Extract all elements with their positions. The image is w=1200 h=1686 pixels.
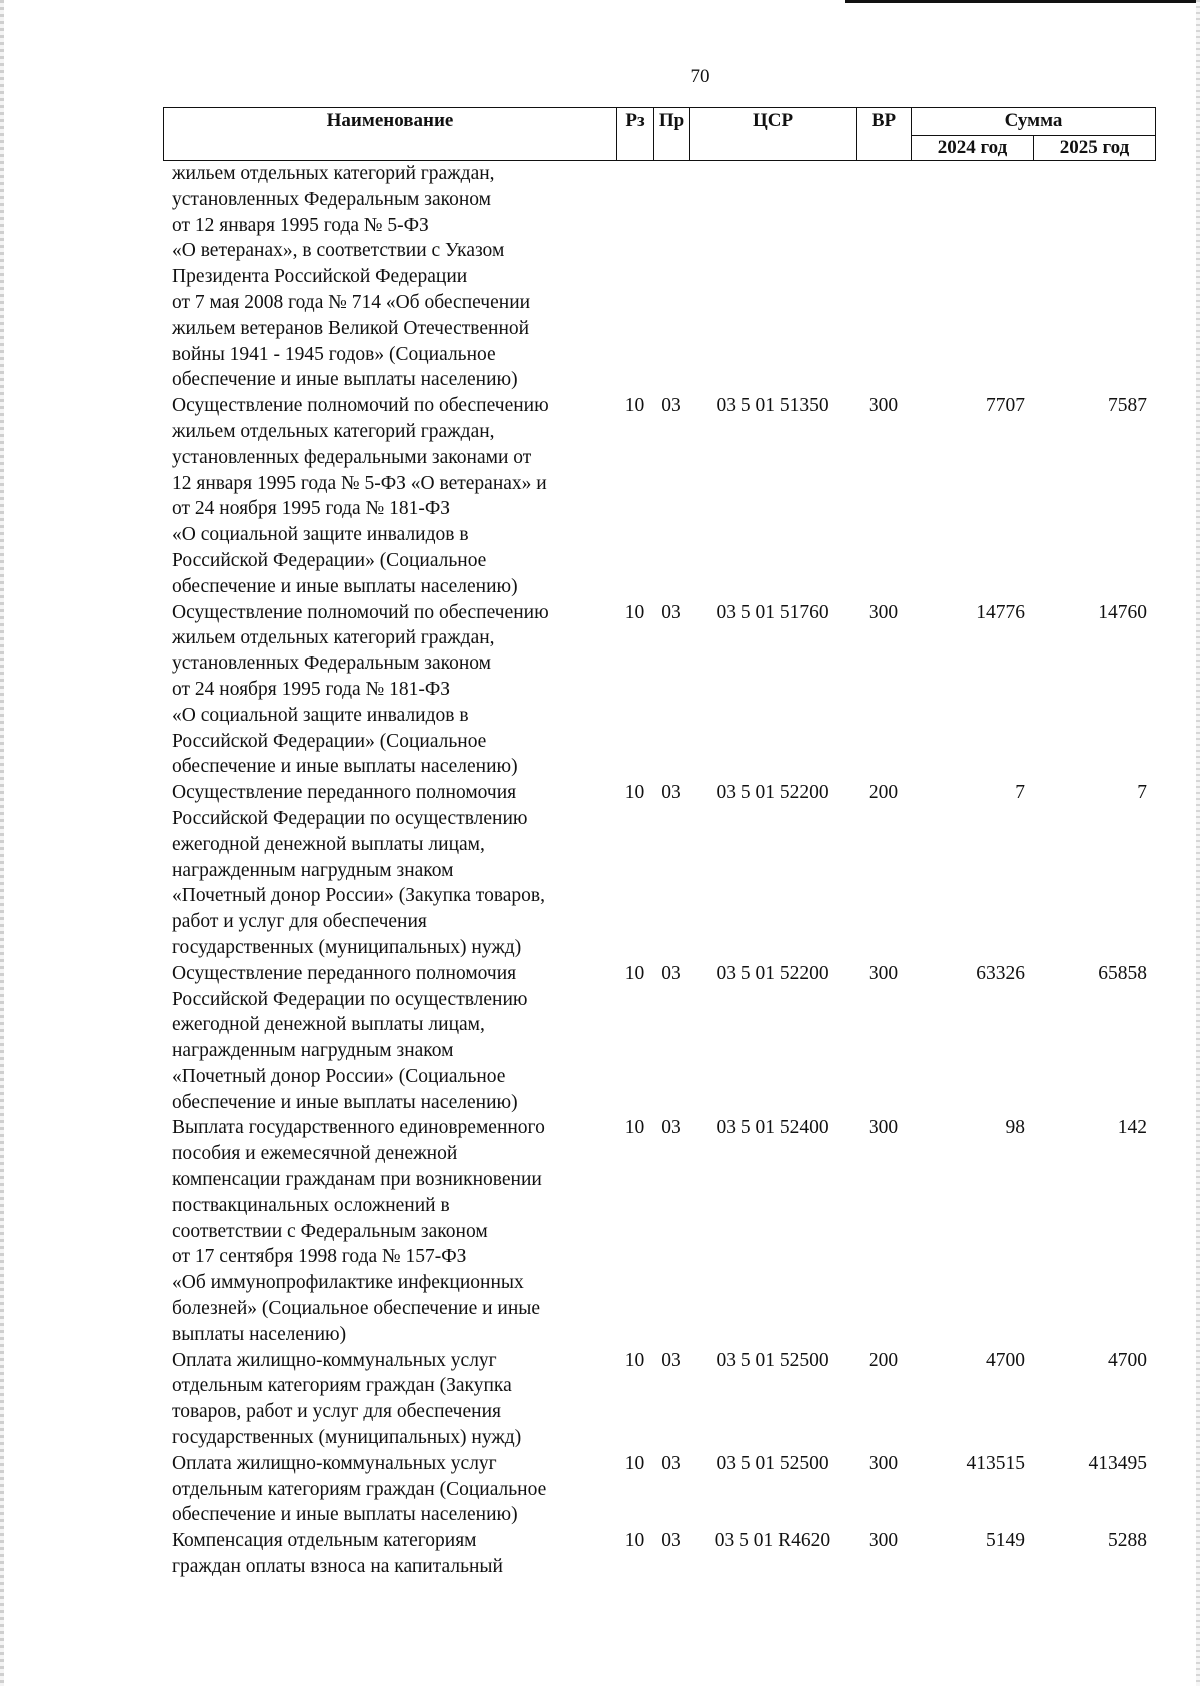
row-sum-2024: 413515 <box>966 1452 1025 1474</box>
header-rz: Рз <box>617 108 654 161</box>
row-name: Компенсация отдельным категориям граждан оплаты взноса на капитальный <box>172 1530 503 1578</box>
row-sum-2024: 63326 <box>976 962 1025 984</box>
table-row <box>163 1451 1155 1528</box>
row-sum-2024: 4700 <box>986 1349 1025 1371</box>
row-sum-2024: 14776 <box>976 601 1025 623</box>
row-continuation-text: жильем отдельных категорий граждан, установленных Федеральным законом от 12 января 1995 года № 5-ФЗ «О ветеранах», в соответствии с Указом Президента Российской Федерации от 7 мая 2008 года № 714 «Об обеспечении жильем ветеранов Великой Отечественной войны 1941 - 1945 годов» (Социальное обеспечение и иные выплаты населению) <box>172 163 531 391</box>
row-name: Осуществление полномочий по обеспечению жильем отдельных категорий граждан, установленных Федеральным законом от 24 ноября 1995 года № 181-ФЗ «О социальной защите инвалидов в Российской Федерации» (Социальное обеспечение и иные выплаты населению) <box>172 601 549 778</box>
row-pr: 03 <box>661 1452 681 1474</box>
row-rz: 10 <box>624 1117 645 1139</box>
scan-right-edge <box>1196 0 1200 1686</box>
row-pr: 03 <box>661 782 681 804</box>
table-header <box>163 107 1156 161</box>
row-csr: 03 5 01 51760 <box>716 601 829 623</box>
row-csr: 03 5 01 52400 <box>716 1117 829 1139</box>
table-row <box>163 961 1155 1116</box>
row-rz: 10 <box>624 1349 645 1371</box>
row-name: Выплата государственного единовременного пособия и ежемесячной денежной компенсации гражданам при возникновении поствакцинальных осложнений в соответствии с Федеральным законом от 17 сентября 1998 года № 157-ФЗ «Об иммунопрофилактике инфекционных болезней» (Социальное обеспечение и иные выплаты населению) <box>172 1117 545 1345</box>
row-csr: 03 5 01 52500 <box>716 1349 829 1371</box>
row-pr: 03 <box>661 395 681 417</box>
row-sum-2024: 98 <box>1005 1117 1025 1139</box>
header-pr: Пр <box>654 108 690 161</box>
row-name: Осуществление полномочий по обеспечению жильем отдельных категорий граждан, установленных федеральными законами от 12 января 1995 года № 5-ФЗ «О ветеранах» и от 24 ноября 1995 года № 181-ФЗ «О социальной защите инвалидов в Российской Федерации» (Социальное обеспечение и иные выплаты населению) <box>172 395 549 597</box>
row-sum-2024: 7 <box>1015 782 1025 804</box>
row-sum-2024: 7707 <box>986 395 1025 417</box>
row-sum-2025: 14760 <box>1098 601 1148 623</box>
row-pr: 03 <box>661 1117 681 1139</box>
header-year-2025: 2025 год <box>1034 136 1156 161</box>
row-csr: 03 5 01 52500 <box>716 1452 829 1474</box>
header-vr: ВР <box>857 108 912 161</box>
table-row <box>163 1115 1155 1347</box>
top-edge-rule <box>845 0 1200 3</box>
row-csr: 03 5 01 51350 <box>716 395 829 417</box>
row-sum-2025: 7 <box>1137 782 1148 804</box>
row-pr: 03 <box>661 962 681 984</box>
row-rz: 10 <box>624 1530 645 1552</box>
row-sum-2025: 142 <box>1117 1117 1148 1139</box>
row-sum-2024: 5149 <box>986 1530 1025 1552</box>
page-number: 70 <box>690 66 710 87</box>
row-vr: 300 <box>868 601 899 623</box>
row-vr: 300 <box>868 1117 899 1139</box>
row-vr: 200 <box>868 782 899 804</box>
header-csr: ЦСР <box>690 108 857 161</box>
row-rz: 10 <box>624 782 645 804</box>
row-name: Оплата жилищно-коммунальных услуг отдельным категориям граждан (Закупка товаров, работ и услуг для обеспечения государственных (муниципальных) нужд) <box>172 1349 522 1449</box>
table-row <box>163 393 1155 599</box>
row-vr: 300 <box>868 1530 899 1552</box>
table-row <box>163 1348 1155 1451</box>
row-name: Осуществление переданного полномочия Российской Федерации по осуществлению ежегодной денежной выплаты лицам, награжденным нагрудным знаком «Почетный донор России» (Закупка товаров, работ и услуг для обеспечения государственных (муниципальных) нужд) <box>172 782 546 958</box>
row-csr: 03 5 01 52200 <box>716 782 829 804</box>
row-vr: 300 <box>868 962 899 984</box>
row-rz: 10 <box>624 1452 645 1474</box>
row-sum-2025: 413495 <box>1088 1452 1148 1474</box>
table-row <box>163 1528 1155 1580</box>
table-row <box>163 780 1155 961</box>
table-row <box>163 600 1155 781</box>
row-pr: 03 <box>661 1349 681 1371</box>
row-name: Осуществление переданного полномочия Российской Федерации по осуществлению ежегодной денежной выплаты лицам, награжденным нагрудным знаком «Почетный донор России» (Социальное обеспечение и иные выплаты населению) <box>172 962 528 1113</box>
header-year-2024: 2024 год <box>912 136 1034 161</box>
row-pr: 03 <box>661 601 681 623</box>
header-name: Наименование <box>164 108 617 161</box>
row-name: Оплата жилищно-коммунальных услуг отдельным категориям граждан (Социальное обеспечение и иные выплаты населению) <box>172 1452 547 1526</box>
row-sum-2025: 4700 <box>1108 1349 1148 1371</box>
row-vr: 300 <box>868 1452 899 1474</box>
row-rz: 10 <box>624 395 645 417</box>
budget-table <box>163 107 1155 1580</box>
table-row-continuation <box>163 161 1155 393</box>
row-rz: 10 <box>624 962 645 984</box>
header-sum: Сумма <box>912 108 1156 136</box>
row-vr: 300 <box>868 395 899 417</box>
table-body <box>163 161 1155 1580</box>
row-csr: 03 5 01 R4620 <box>714 1530 831 1552</box>
row-sum-2025: 5288 <box>1108 1530 1148 1552</box>
row-rz: 10 <box>624 601 645 623</box>
row-csr: 03 5 01 52200 <box>716 962 829 984</box>
row-sum-2025: 7587 <box>1108 395 1148 417</box>
row-pr: 03 <box>661 1530 681 1552</box>
scan-left-edge <box>0 0 4 1686</box>
row-vr: 200 <box>868 1349 899 1371</box>
row-sum-2025: 65858 <box>1098 962 1148 984</box>
